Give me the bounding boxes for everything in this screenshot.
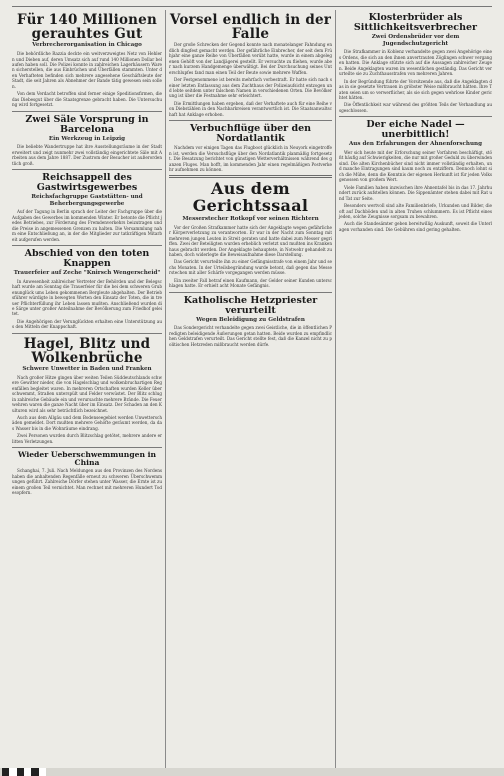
divider (12, 111, 162, 112)
column-left (12, 10, 162, 498)
headline: Hagel, Blitz und Wolkenbrüche (23, 335, 151, 366)
article-paragraph: Die beliebte Wandertruppe hat ihre Ausstellungsräume in der Stadt erweitert und zeigt nunmehr zwei vollständig eingerichtete Säle mit Arbeiten aus dem Jahre 1887. Der Zustrom der Besucher ist außerordentlich groß. (12, 144, 162, 166)
article-paragraph: Ein zweiter Fall betraf einen Kaufmann, der Gelder seiner Kunden unterschlagen hatte. Er erhielt acht Monate Gefängnis. (169, 277, 332, 289)
divider (12, 447, 162, 448)
column-middle (169, 10, 332, 349)
headline: Abschied von den toten Knappen (24, 248, 150, 270)
article-paragraph: Das Gericht verurteilte ihn zu einer Gefängnisstrafe von einem Jahr und sechs Monaten. In der Urteilsbegründung wurde betont, daß gegen das Messerstechen mit aller Schärfe vorgegangen werden müsse. (169, 259, 332, 276)
article-paragraph: Der Festgenommene ist bereits mehrfach vorbestraft. Er hatte sich nach seiner letzten Entlassung aus dem Zuchthaus der Polizeiaufsicht entzogen und lebte seitdem unter falschem Namen in verschiedenen Orten. Die Bevölkerung ist über die Festnahme sehr erleichtert. (169, 77, 332, 99)
headline: Vorsel endlich in der Falle (169, 12, 332, 43)
article-paragraph: Besonders wertvoll sind alte Familienbriefe, Urkunden und Bilder, die oft auf Dachböden und in alten Truhen schlummern. Es ist Pflicht eines jeden, solche Zeugnisse sorgsam zu bewahren. (339, 203, 492, 219)
subheadline: Schwere Unwetter in Baden und Franken (22, 366, 152, 373)
subheadline: Trauerfeier auf Zeche "Knirsch Wengerscheid" (13, 270, 161, 277)
subheadline: Aus den Erfahrungen der Ahnenforschung (348, 141, 483, 148)
article-paragraph: Zwei Personen wurden durch Blitzschlag getötet, mehrere andere erlitten Verletzungen. (12, 433, 162, 444)
subheadline: Ein Werkzeug in Leipzig (48, 135, 126, 142)
headline: Wieder Ueberschwemmungen in China (17, 450, 157, 468)
article-paragraph: Nachdem vor einigen Tagen das Flugboot glücklich in Neuyork eingetroffen ist, werden die Versuchsflüge über den Nordatlantik planmäßig fortgesetzt. Die Besatzung berichtet von günstigen Wetterverhältnissen während des ganzen Fluges. Man hofft, im kommenden Jahr einen regelmäßigen Postverkehr aufnehmen zu können. (169, 145, 332, 172)
article-paragraph: Nach großer Hitze gingen über weiten Teilen Süddeutschlands schwere Gewitter nieder, die von Hagelschlag und wolkenbruchartigen Regenfällen begleitet waren. In mehreren Ortschaften wurden Keller überschwemmt, Straßen unterspült und Felder verwüstet. Der Blitz schlug in zahlreiche Gebäude ein und verursachte mehrere Brände. Die Feuerwehren waren die ganze Nacht über im Einsatz. Der Schaden an den Kulturen wird als sehr beträchtlich bezeichnet. (12, 374, 162, 413)
article-paragraph: Die Öffentlichkeit war während des größten Teils der Verhandlung ausgeschlossen. (339, 102, 492, 113)
article-paragraph: Der große Schrecken der Gegend konnte nach monatelanger Fahndung endlich dingfest gemacht werden. Der gefährliche Einbrecher, der seit dem Frühjahr eine ganze Reihe von Überfällen verübt hatte, wurde in einem abgelegenen Gehöft von der Landjägerei gestellt. Er versuchte zu fliehen, wurde aber nach kurzem Handgemenge überwältigt. Bei der Durchsuchung seines Unterschlupfes fand man einen Teil der Beute sowie mehrere Waffen. (169, 42, 332, 75)
article-paragraph: Viele Familien haben inzwischen ihre Ahnentafel bis in das 17. Jahrhundert zurück aufstellen können. Die Sippenämter stehen dabei mit Rat und Tat zur Seite. (339, 184, 492, 201)
column-rule (165, 10, 166, 768)
headline: Zwei Säle Vorsprung in Barcelona (25, 113, 149, 135)
divider (169, 292, 332, 293)
article-paragraph: Die Angehörigen der Verunglückten erhalten eine Unterstützung aus den Mitteln der Knappschaft. (12, 318, 162, 330)
scan-ruler (2, 768, 46, 776)
headline: Klosterbrüder als Sittlichkeitsverbrecher (353, 12, 478, 33)
article-paragraph: Auch aus dem Allgäu und dem Bodenseegebiet werden Unwetterschäden gemeldet. Dort mußten mehrere Gehöfte geräumt werden, da das Wasser bis in die Wohnräume eindrang. (12, 415, 162, 431)
headline: Verbuchflüge über den Nordatlantik (189, 123, 312, 145)
column-rule (335, 10, 336, 768)
column-right (339, 10, 492, 234)
headline: Reichsappell des Gastwirtsgewerbes (36, 172, 138, 193)
divider (339, 116, 492, 117)
subheadline: Reichsfachgruppe Gaststätten- und Beherbergungsgewerbe (31, 193, 143, 207)
article-paragraph: Auch die Standesämter geben bereitwillig Auskunft, soweit die Unterlagen vorhanden sind. Die Gebühren sind gering gehalten. (339, 221, 492, 232)
divider (169, 120, 332, 121)
article-paragraph: Das Sondergericht verhandelte gegen zwei Geistliche, die in öffentlichen Predigten beleidigende Äußerungen getan hatten. Beide wurden zu empfindlichen Geldstrafen verurteilt. Das Gericht stellte fest, daß die Kanzel nicht zu politischen Hetzreden mißbraucht werden dürfe. (169, 325, 332, 347)
article-paragraph: Schanghai, 7. Juli. Nach Meldungen aus den Provinzen des Nordens haben die anhaltenden Regenfälle erneut zu schweren Überschwemmungen geführt. Zahlreiche Dörfer stehen unter Wasser, die Ernte ist zu einem großen Teil vernichtet. Man rechnet mit mehreren Hundert Todesopfern. (12, 468, 162, 496)
article-paragraph: Von dem Verdacht betroffen sind ferner einige Speditionsfirmen, die das Diebesgut über die Staatsgrenze gebracht haben. Die Untersuchung wird fortgesetzt. (12, 91, 162, 108)
article-paragraph: Die Strafkammer in Koblenz verhandelte gegen zwei Angehörige eines Ordens, die sich an den ihnen anvertrauten Zöglingen schwer vergangen hatten. Die Anklage stützte sich auf die Aussagen zahlreicher Zeugen. Beide Angeklagten waren im wesentlichen geständig. Das Gericht verurteilte sie zu Zuchthausstrafen von mehreren Jahren. (339, 49, 492, 77)
article-paragraph: In Anwesenheit zahlreicher Vertreter der Behörden und der Belegschaft wurde am Sonntag die Trauerfeier für die bei dem schweren Grubenunglück ums Leben gekommenen Bergleute abgehalten. Der Betriebsführer würdigte in bewegten Worten den Einsatz der Toten, die in treuer Pflichterfüllung ihr Leben lassen mußten. Anschließend wurden die Särge unter großer Anteilnahme der Bevölkerung zum Friedhof geleitet. (12, 278, 162, 317)
article-paragraph: Vor der Großen Strafkammer hatte sich der Angeklagte wegen gefährlicher Körperverletzung zu verantworten. Er war in der Nacht zum Sonntag mit mehreren jungen Leuten in Streit geraten und hatte dabei zum Messer gegriffen. Zwei der Beteiligten wurden erheblich verletzt und mußten ins Krankenhaus gebracht werden. Der Angeklagte behauptete, in Notwehr gehandelt zu haben, doch widerlegte die Beweisaufnahme diese Darstellung. (169, 224, 332, 257)
article-paragraph: Wer sich heute mit der Erforschung seiner Vorfahren beschäftigt, stößt häufig auf Schwierigkeiten, die nur mit großer Geduld zu überwinden sind. Die alten Kirchenbücher sind nicht immer vollständig erhalten, und manche Eintragungen sind kaum noch zu entziffern. Dennoch lohnt sich die Mühe, denn die Kenntnis der eigenen Herkunft ist für jeden Volksgenossen von großem Wert. (339, 149, 492, 183)
subheadline: Verbrecherorganisation in Chicago (32, 42, 142, 49)
subheadline: Wegen Beleidigung zu Geldstrafen (196, 316, 305, 323)
article-paragraph: In der Begründung führte der Vorsitzende aus, daß die Angeklagten das in sie gesetzte Vertrauen in gröbster Weise mißbraucht hätten. Ihre Taten seien um so verwerflicher, als sie sich gegen wehrlose Kinder gerichtet hätten. (339, 78, 492, 100)
article-paragraph: Die Ermittlungen haben ergeben, daß der Verhaftete auch für eine Reihe von Diebstählen in den Nachbarkreisen verantwortlich ist. Die Staatsanwaltschaft hat Anklage erhoben. (169, 100, 332, 117)
top-rule (12, 6, 492, 7)
double-divider (169, 175, 332, 178)
article-paragraph: Auf der Tagung in Berlin sprach der Leiter der Fachgruppe über die Aufgaben des Gewerbes im kommenden Winter. Er betonte die Pflicht jedes Betriebes, zur Förderung des Fremdenverkehrs beizutragen und die Preise in angemessenen Grenzen zu halten. Die Versammlung nahm eine Entschließung an, in der die Mitglieder zur tatkräftigen Mitarbeit aufgerufen werden. (12, 209, 162, 242)
headline: Der eiche Nadel — unerbittlich! (366, 119, 465, 141)
divider (12, 245, 162, 246)
headline: Für 140 Millionen gerauhtes Gut (17, 12, 157, 43)
section-headline: Aus dem Gerichtssaal (192, 179, 309, 216)
divider (12, 333, 162, 334)
headline: Katholische Hetzpriester verurteilt (183, 294, 318, 316)
scan-bottom-strip (0, 768, 504, 776)
subheadline: Zwei Ordensbrüder vor dem Jugendschutzgericht (371, 33, 460, 47)
article-paragraph: Die behördliche Razzia deckte ein weitverzweigtes Netz von Hehlern und Dieben auf, deren Umsatz sich auf rund 140 Millionen Dollar belaufen haben soll. Die Polizei konnte in zahlreichen Lagerhäusern Waren sicherstellen, die aus Einbrüchen und Überfällen stammten. Unter den Verhafteten befinden sich mehrere angesehene Geschäftsleute der Stadt, die seit Jahren als Abnehmer der Bande tätig gewesen sein sollen. (12, 51, 162, 89)
divider (12, 169, 162, 170)
subheadline: Messerstecher Rotkopf vor seinen Richtern (182, 216, 319, 223)
